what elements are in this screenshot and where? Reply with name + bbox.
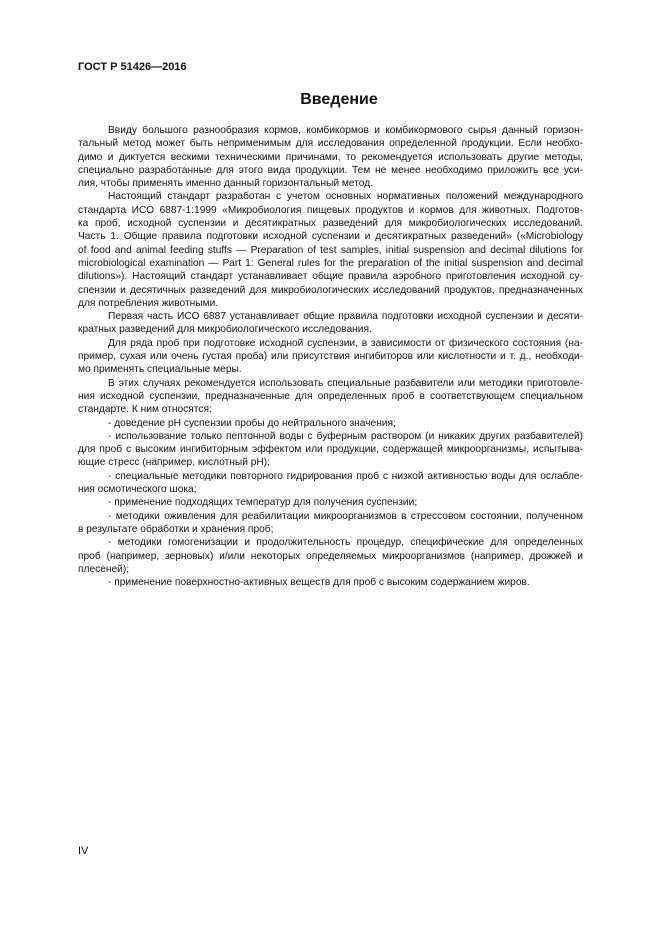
text-line: стандарта ИСО 6887-1:1999 «Микробиология пищевых продуктов и кормов для животных. Подготов- xyxy=(78,204,583,216)
list-item xyxy=(78,510,583,537)
document-code: ГОСТ Р 51426—2016 xyxy=(78,61,187,73)
list-item xyxy=(78,470,583,497)
text-line: Для ряда проб при подготовке исходной суспензии, в зависимости от физического состояния (на- xyxy=(108,337,583,349)
page-number: IV xyxy=(78,845,89,857)
text-line: проб (например, зерновых) и/или некоторых определяемых микроорганизмов (например, дрожжей и xyxy=(78,550,583,562)
text-line: ния осмотического шока; xyxy=(78,484,197,496)
text-line: Часть 1. Общие правила подготовки исходной суспензии и десятикратных разведений» («Microbiology xyxy=(78,231,583,243)
text-line: - доведение рН суспензии пробы до нейтрального значения; xyxy=(108,417,396,429)
section-title: Введение xyxy=(300,91,378,108)
text-line: стандарте. К ним относятся: xyxy=(78,404,212,416)
text-line: - методики гомогенизации и продолжительность процедур, специфические для определенных xyxy=(108,537,583,549)
text-line: ющие стресс (например, кислотный рН); xyxy=(78,457,270,469)
paragraph xyxy=(78,310,583,337)
text-line: microbiological examination — Part 1: General rules for the preparation of the initial suspension and decimal xyxy=(78,257,583,269)
text-line: В этих случаях рекомендуется использовать специальные разбавители или методики приготовле- xyxy=(108,377,583,389)
text-line: ния исходной суспензии, предназначенные для определенных проб в соответствующем специальном xyxy=(78,390,583,402)
paragraph xyxy=(78,337,583,377)
text-line: - специальные методики повторного гидрирования проб с низкой активностью воды для ослабле- xyxy=(108,470,583,482)
text-line: тальный метод может быть неприменимым для исследования определенной продукции. Если необхо- xyxy=(78,138,583,150)
text-line: кратных разведений для микробиологического исследования. xyxy=(78,324,372,336)
list-item xyxy=(78,536,583,576)
text-line: dilutions»). Настоящий стандарт устанавливает общие правила аэробного приготовления исходной су- xyxy=(78,271,583,283)
text-line: - использование только пептонной воды с буферным раствором (и никаких других разбавителей) xyxy=(108,430,583,442)
list-item xyxy=(78,496,583,509)
text-line: плесеней); xyxy=(78,563,130,575)
list-item xyxy=(78,430,583,470)
text-line: ка проб, исходной суспензии и десятикратных разведений для микробиологических исследований. xyxy=(78,218,583,230)
text-line: специально разработанные для этого вида продукции. Тем не менее необходимо приложить все уси- xyxy=(78,164,583,176)
body-text xyxy=(78,124,583,589)
paragraph xyxy=(78,124,583,190)
text-line: для потребления животными. xyxy=(78,297,219,309)
text-line: спензии и десятичных разведений для микробиологических исследований продуктов, предназначенных xyxy=(78,284,583,296)
text-line: - методики оживления для реабилитации микроорганизмов в стрессовом состоянии, полученном xyxy=(108,510,583,522)
text-line: для проб с высоким ингибиторным эффектом или продукции, содержащей микроорганизмы, испытыва- xyxy=(78,444,583,456)
text-line: of food and animal feeding stuffs — Preparation of test samples, initial suspension and decimal dilutions for xyxy=(78,244,583,256)
text-line: димо и диктуется вескими техническими причинами, то рекомендуется использовать другие методы, xyxy=(78,151,583,163)
paragraph xyxy=(78,190,583,310)
text-line: пример, сухая или очень густая проба) или присутствия ингибиторов или кислотности и т. д., необходи- xyxy=(78,351,583,363)
text-line: Ввиду большого разнообразия кормов, комбикормов и комбикормового сырья данный горизон- xyxy=(108,125,583,136)
paragraph xyxy=(78,377,583,417)
text-line: - применение подходящих температур для получения суспензии; xyxy=(108,497,418,509)
text-line: лия, чтобы применять именно данный горизонтальный метод. xyxy=(78,178,374,190)
text-line: Настоящий стандарт разработан с учетом основных нормативных положений международного xyxy=(108,191,583,203)
list-item xyxy=(78,576,583,589)
list-item xyxy=(78,417,583,430)
text-line: - применение поверхностно-активных веществ для проб с высоким содержанием жиров. xyxy=(108,577,530,589)
text-line: Первая часть ИСО 6887 устанавливает общие правила подготовки исходной суспензии и десяти- xyxy=(108,311,583,323)
text-line: в результате обработки и хранения проб; xyxy=(78,523,274,535)
text-line: мо применять специальные меры. xyxy=(78,364,242,376)
